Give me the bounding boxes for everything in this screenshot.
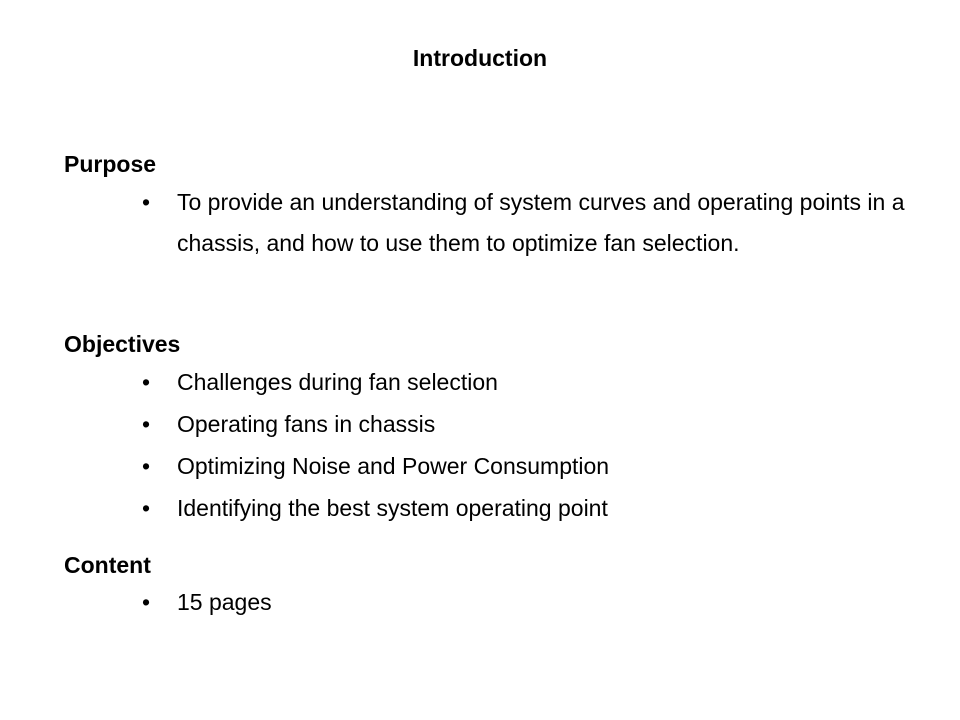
bullet-text: Optimizing Noise and Power Consumption (177, 453, 610, 479)
list-item (64, 445, 924, 487)
bullet-icon: • (142, 495, 151, 521)
bullet-icon: • (142, 369, 151, 395)
bullet-icon: • (142, 453, 151, 479)
list-item (64, 361, 924, 403)
list-item (64, 403, 924, 445)
list-item (64, 582, 924, 623)
section-heading-purpose: Purpose (64, 151, 157, 177)
purpose-bullet-list (64, 182, 924, 264)
list-item (64, 487, 924, 529)
slide-title: Introduction (412, 45, 548, 71)
section-objectives (64, 329, 924, 529)
objectives-bullet-list (64, 361, 924, 529)
section-heading-objectives: Objectives (64, 331, 181, 357)
bullet-text: To provide an understanding of system curves and operating points in a chassis, and how to use them to optimize fan selection. (177, 189, 905, 256)
bullet-icon: • (142, 189, 151, 215)
list-item (64, 182, 924, 264)
section-purpose (64, 149, 924, 264)
bullet-text: 15 pages (177, 589, 272, 615)
content-bullet-list (64, 582, 924, 623)
bullet-text: Identifying the best system operating point (177, 495, 608, 521)
bullet-icon: • (142, 589, 151, 615)
bullet-text: Operating fans in chassis (177, 411, 436, 437)
bullet-icon: • (142, 411, 151, 437)
section-content (64, 550, 924, 623)
section-heading-content: Content (64, 552, 151, 578)
bullet-text: Challenges during fan selection (177, 369, 498, 395)
